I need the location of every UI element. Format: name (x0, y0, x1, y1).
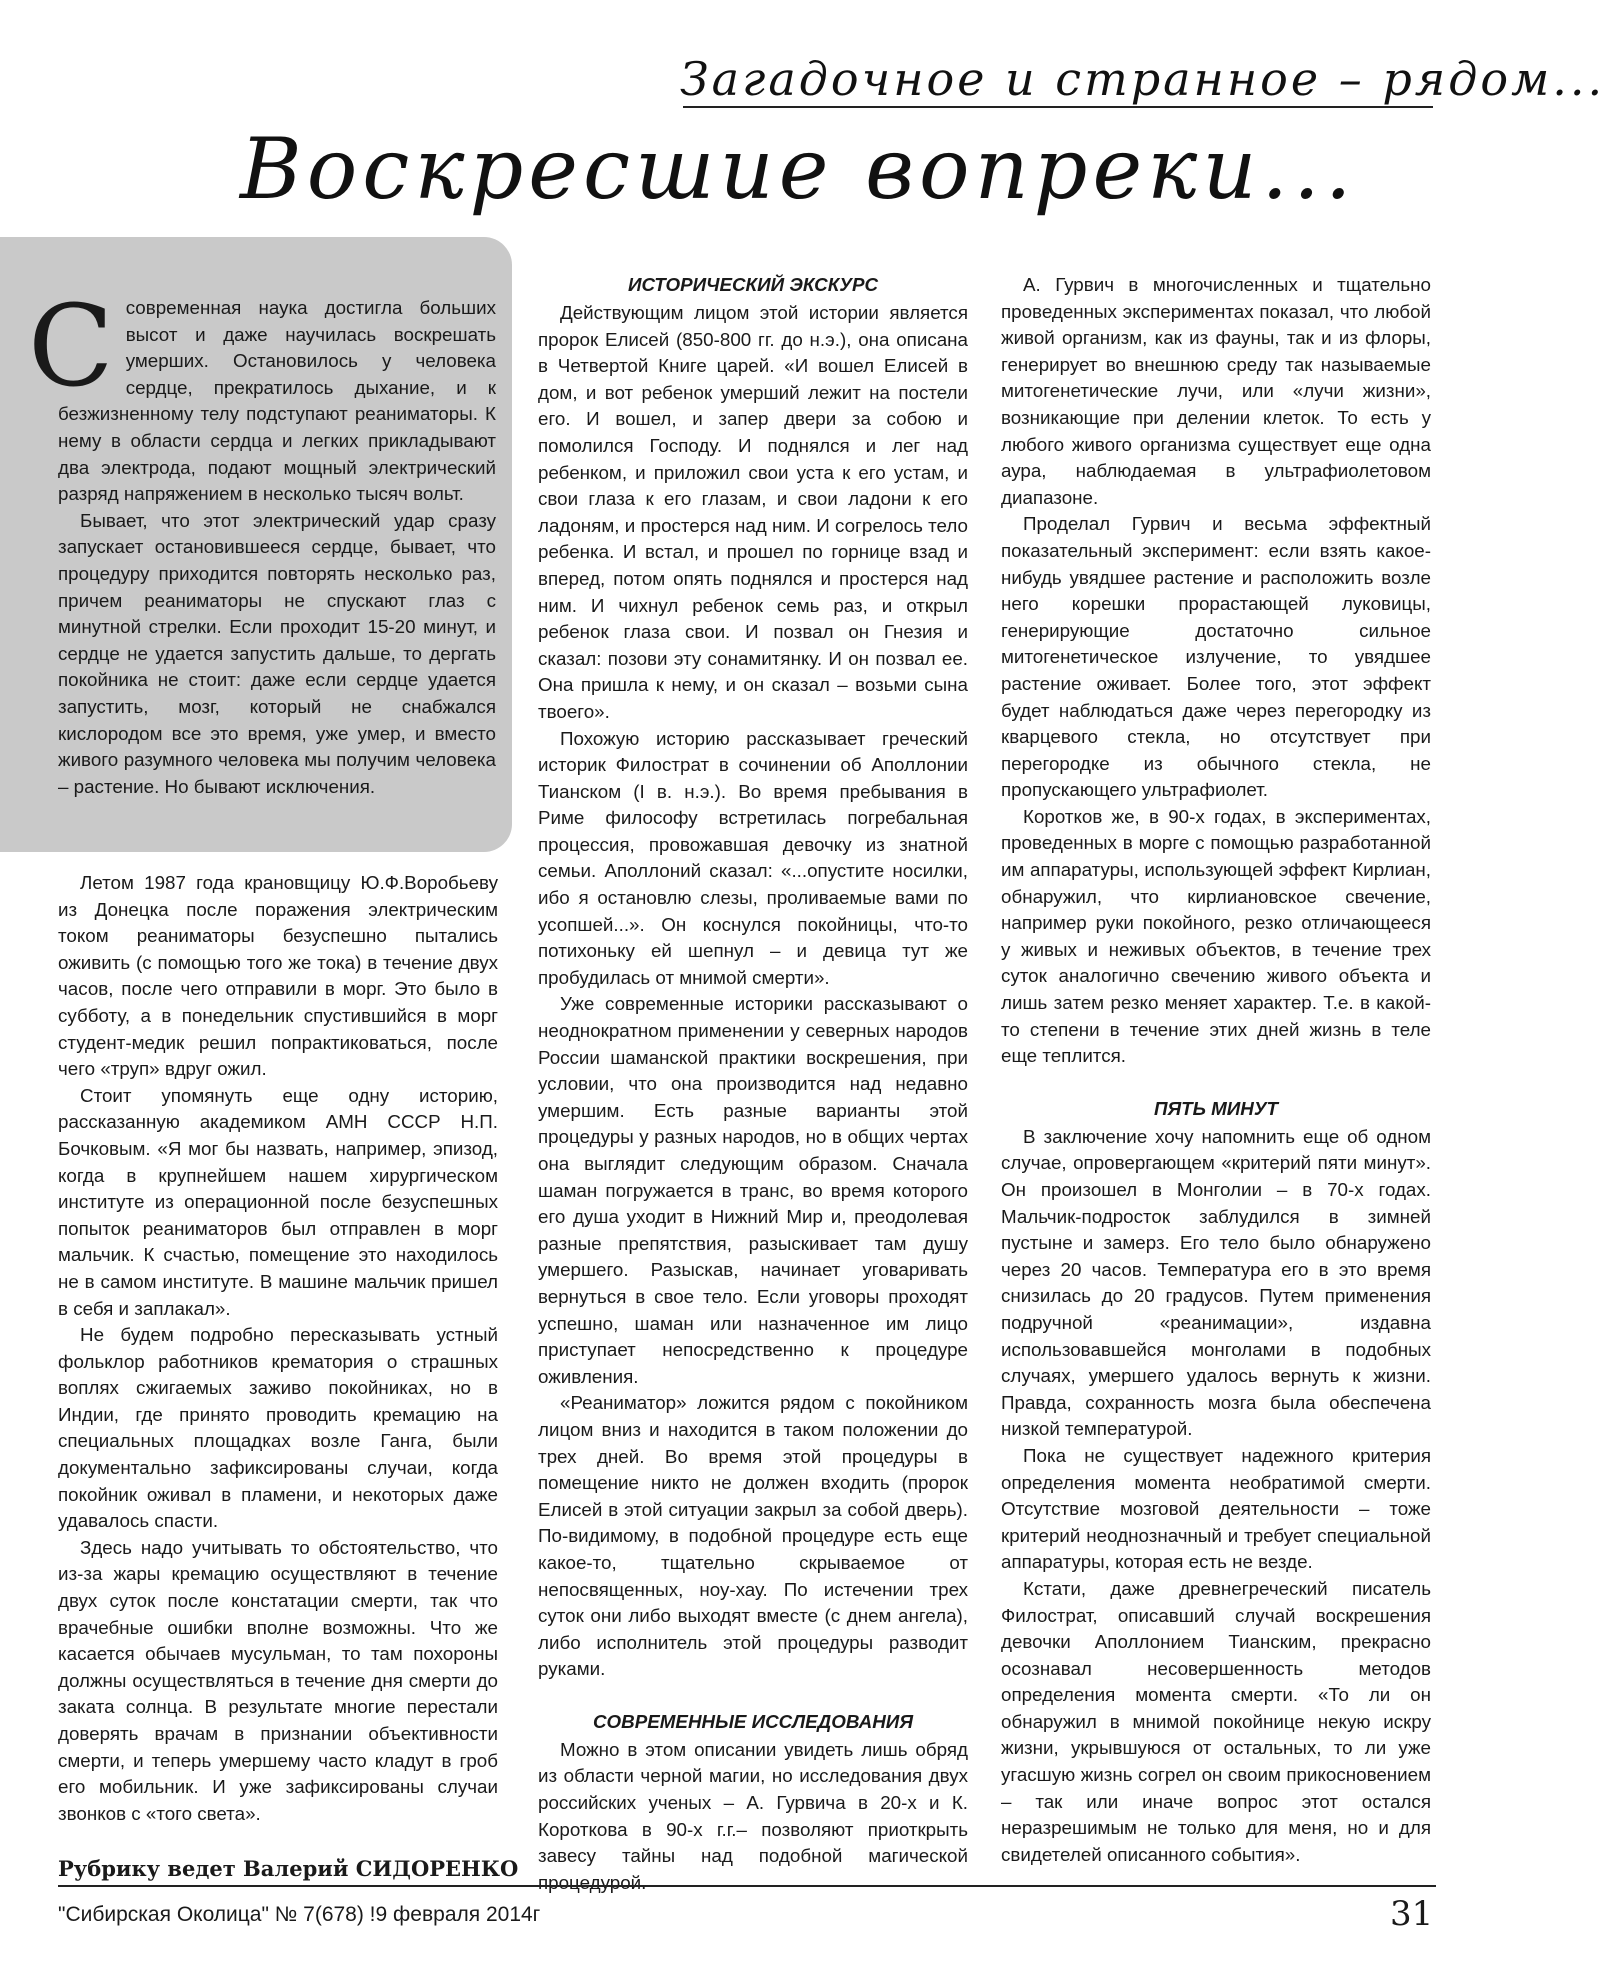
section-heading-historical: ИСТОРИЧЕСКИЙ ЭКСКУРС (627, 274, 879, 295)
paragraph: «Реаниматор» ложится рядом с покойником лицом вниз и находится в таком положении до трех дней. Во время этой процедуры в помещение никто не должен входить (пророк Елисей в этой ситуации закрыл за собой дверь). По-видимому, в подобной процедуре есть еще какое-то, тщательно скрываемое от непосвященных, ноу-хау. По истечении трех суток они либо выходят вместе (с днем ангела), либо исполнитель этой процедуры разводит руками. (538, 1392, 968, 1680)
paragraph: В заключение хочу напомнить еще об одном случае, опровергающем «критерий пяти минут». Он произошел в Монголии – в 70-х годах. Мальчик-подросток заблудился в зимней пустыне и замерз. Его тело было обнаружено через 20 часов. Температура его в это время снизилась до 20 градусов. Путем применения подручной «реанимации», издавна использовавшейся монголами в подобных случаях, умершего удалось вернуть к жизни. Правда, сохранность мозга была обеспечена низкой температурой. (1001, 1125, 1431, 1440)
drop-cap: С (28, 282, 114, 412)
paragraph: Можно в этом описании увидеть лишь обряд из области черной магии, но исследования двух российских ученых – А. Гурвича в 20-х и К. Короткова в 90-х г.г.– позволяют приоткрыть завесу тайны над подобной магической процедурой. (538, 1738, 968, 1893)
footer-rule (58, 1885, 1436, 1887)
column-3 (1001, 272, 1431, 1868)
rubric-author: Рубрику ведет Валерий СИДОРЕНКО (58, 1856, 519, 1881)
paragraph: Проделал Гурвич и весьма эффектный показательный эксперимент: если взять какое-нибудь увядшее растение и расположить возле него корешки прорастающей луковицы, генерирующие достаточно сильное митогенетическое излучение, то увядшее растение оживает. Более того, этот эффект будет наблюдаться даже через перегородку из кварцевого стекла, но отсутствует при перегородке из обычного стекла, не пропускающего ультрафиолет. (1001, 513, 1431, 801)
rubric-underline (683, 106, 1433, 108)
column-1 (58, 870, 498, 1827)
paragraph: Не будем подробно пересказывать устный фольклор работников крематория о страшных воплях сжигаемых заживо покойниках, но в Индии, где принято проводить кремацию на специальных площадках возле Ганга, были документально зафиксированы случаи, когда покойник оживал в пламени, и некоторых даже удавалось спасти. (58, 1324, 498, 1532)
paragraph: Похожую историю рассказывает греческий историк Филострат в сочинении об Аполлонии Тианском (I в. н.э.). Во время пребывания в Риме философу встретилась погребальная процессия, провожавшая девочку из знатной семьи. Аполлоний сказал: «...опустите носилки, ибо я остановлю слезы, проливаемые вами по усопшей...». Он коснулся покойницы, что-то потихоньку ей шепнул – и девица тут же пробудилась от мнимой смерти». (538, 727, 968, 988)
paragraph: Действующим лицом этой истории является пророк Елисей (850-800 гг. до н.э.), она описана в Четвертой Книге царей. «И вошел Елисей в дом, и вот ребенок умерший лежит на постели его. И вошел, и запер двери за собою и помолился Господу. И поднялся и лег над ребенком, и приложил свои уста к его устам, и свои глаза к его глазам, и свои ладони к его ладоням, и простерся над ним. И согрелось тело ребенка. И встал, и прошел по горнице взад и вперед, потом опять поднялся и простерся над ним. И чихнул ребенок семь раз, и открыл ребенок глаза свои. И позвал он Гнезия и сказал: позови эту сонамитянку. И он позвал ее. Она пришла к нему, и он сказал – возьми сына твоего». (538, 302, 968, 722)
lead-paragraph-block (28, 282, 496, 800)
paragraph: Коротков же, в 90-х годах, в экспериментах, проведенных в морге с помощью разработанной им аппаратуры, использующей эффект Кирлиан, обнаружил, что кирлиановское свечение, например руки покойного, резко отличающееся у живых и неживых объектов, в течение трех суток аналогично свечению живого объекта и лишь затем резко меняет характер. Т.е. в какой-то степени в течение этих дней жизнь в теле еще теплится. (1001, 805, 1431, 1067)
paragraph: Летом 1987 года крановщицу Ю.Ф.Воробьеву из Донецка после поражения электрическим током реаниматоры безуспешно пытались оживить (с помощью того же тока) в течение двух часов, после чего отправили в морг. Это было в субботу, а в понедельник спустившийся в морг студент-медик решил попрактиковаться, после чего «труп» вдруг ожил. (58, 872, 498, 1080)
paragraph: Уже современные историки рассказывают о неоднократном применении у северных народов России шаманской практики воскрешения, при условии, что она производится над недавно умершим. Есть разные варианты этой процедуры у разных народов, но в общих чертах она выглядит следующим образом. Сначала шаман погружается в транс, во время которого его душа уходит в Нижний Мир и, преодолевая разные препятствия, разыскивает там душу умершего. Разыскав, начинает уговаривать вернуться в свое тело. Если уговоры проходят успешно, шаман или назначенное им лицо приступает непосредственно к процедуре оживления. (538, 993, 968, 1387)
issue-info: "Сибирская Околица" № 7(678) !9 февраля 2014г (58, 1903, 541, 1926)
section-heading-five-minutes: ПЯТЬ МИНУТ (1153, 1097, 1279, 1119)
article-headline: Воскресшие вопреки... (240, 120, 1357, 218)
paragraph: А. Гурвич в многочисленных и тщательно проведенных экспериментах показал, что любой живой организм, как из фауны, так и из флоры, генерирует во внешнюю среду так называемые митогенетические лучи, или «лучи жизни», возникающие при делении клеток. То есть у любого живого организма существует еще одна аура, наблюдаемая в ультрафиолетовом диапазоне. (1001, 274, 1431, 508)
paragraph: Пока не существует надежного критерия определения момента необратимой смерти. Отсутствие мозговой деятельности – тоже критерий неоднозначный и требует специальной аппаратуры, которая есть не везде. (1001, 1444, 1431, 1573)
paragraph: Здесь надо учитывать то обстоятельство, что из-за жары кремацию осуществляют в течение двух суток после констатации смерти, так что врачебные ошибки вполне возможны. Что же касается обычаев мусульман, то там похороны должны осуществляться в течение дня смерти до заката солнца. В результате многие перестали доверять врачам в признании объективности смерти, и теперь умершему часто кладут в гроб его мобильник. И уже зафиксированы случаи звонков с «того света». (58, 1536, 498, 1824)
lead-paragraph: Бывает, что этот электрический удар сразу запускает остановившееся сердце, бывает, что процедуру приходится повторять несколько раз, причем реаниматоры не спускают глаз с минутной стрелки. Если проходит 15-20 минут, и сердце не удается запустить дальше, то дергать покойника не стоит: даже если сердце удается запустить, мозг, который не снабжался кислородом все это время, уже умер, и вместо живого разумного человека мы получим человека – растение. Но бывают исключения. (58, 509, 496, 797)
page-number: 31 (1390, 1894, 1434, 1934)
section-heading-modern-research: СОВРЕМЕННЫЕ ИССЛЕДОВАНИЯ (592, 1710, 914, 1732)
lead-paragraph-text: современная наука достигла больших высот и даже научилась воскрешать умерших. Остановилось у человека сердце, прекратилось дыхание, и к безжизненному телу подступают реаниматоры. К нему в области сердца и легких прикладывают два электрода, подают мощный электрический разряд напряжением в несколько тысяч вольт. (58, 297, 496, 505)
rubric-title: Загадочное и странное – рядом... (680, 52, 1605, 106)
lead-paragraph (28, 282, 496, 508)
column-2 (538, 272, 968, 1896)
paragraph: Кстати, даже древнегреческий писатель Филострат, описавший случай воскрешения девочки Аполлонием Тианским, прекрасно осознавал несовершенность методов определения момента смерти. «То ли он обнаружил в мнимой покойнице некую искру жизни, укрывшуюся от остальных, то ли уже угасшую жизнь согрел он своим прикосновением – так или иначе вопрос этот остался неразрешимым не только для меня, но и для свидетелей описанного события». (1001, 1577, 1431, 1865)
paragraph: Стоит упомянуть еще одну историю, рассказанную академиком АМН СССР Н.П. Бочковым. «Я мог бы назвать, например, эпизод, когда в крупнейшем нашем хирургическом институте из операционной после безуспешных попыток реаниматоров был отправлен в морг мальчик. К счастью, помещение это находилось не в самом институте. В машине мальчик пришел в себя и заплакал». (58, 1084, 498, 1319)
